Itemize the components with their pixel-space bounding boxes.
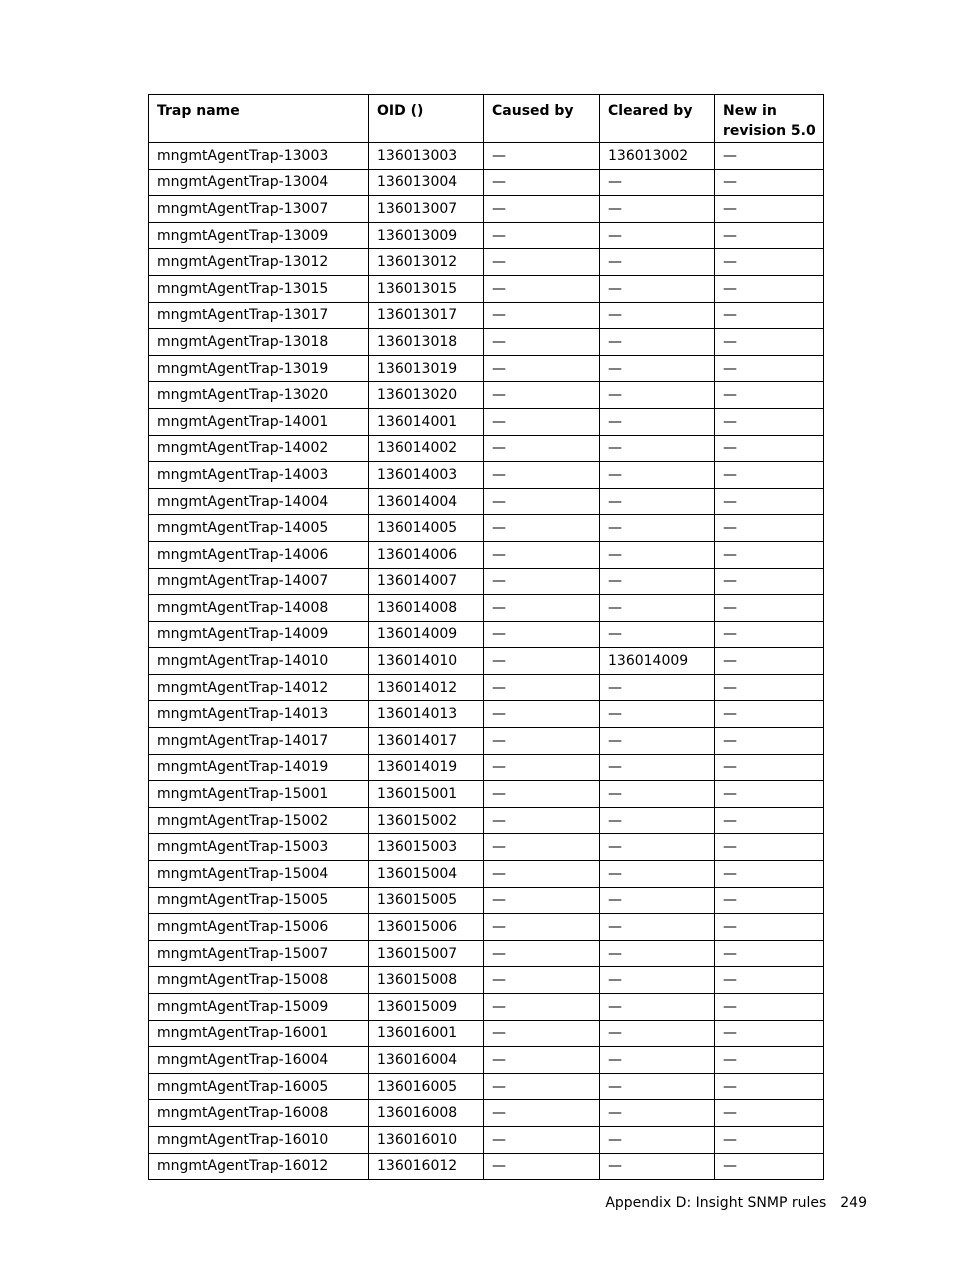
cell-oid: 136015001 [369,781,484,808]
table-row [149,1126,824,1153]
cell-oid: 136013007 [369,196,484,223]
cell-caused-by: — [484,728,600,755]
cell-new-in-revision: — [715,568,824,595]
header-trap-name: Trap name [149,95,369,143]
table-row [149,1020,824,1047]
cell-oid: 136014013 [369,701,484,728]
cell-new-in-revision: — [715,1047,824,1074]
cell-trap-name: mngmtAgentTrap-14008 [149,595,369,622]
header-new-in-revision: New in revision 5.0 [715,95,824,143]
cell-trap-name: mngmtAgentTrap-13018 [149,329,369,356]
cell-trap-name: mngmtAgentTrap-13009 [149,222,369,249]
cell-new-in-revision: — [715,169,824,196]
cell-caused-by: — [484,302,600,329]
cell-cleared-by: — [600,834,715,861]
cell-caused-by: — [484,648,600,675]
cell-trap-name: mngmtAgentTrap-14013 [149,701,369,728]
cell-oid: 136016012 [369,1153,484,1180]
cell-cleared-by: — [600,196,715,223]
cell-new-in-revision: — [715,196,824,223]
cell-trap-name: mngmtAgentTrap-15006 [149,914,369,941]
cell-caused-by: — [484,1126,600,1153]
header-caused-by: Caused by [484,95,600,143]
cell-trap-name: mngmtAgentTrap-13012 [149,249,369,276]
table-row [149,967,824,994]
cell-cleared-by: — [600,169,715,196]
cell-trap-name: mngmtAgentTrap-14003 [149,462,369,489]
header-row [149,95,824,143]
cell-trap-name: mngmtAgentTrap-14009 [149,621,369,648]
table-row [149,1047,824,1074]
cell-trap-name: mngmtAgentTrap-16004 [149,1047,369,1074]
cell-oid: 136014005 [369,515,484,542]
cell-new-in-revision: — [715,1073,824,1100]
table-row [149,169,824,196]
cell-caused-by: — [484,674,600,701]
table-row [149,914,824,941]
cell-oid: 136014019 [369,754,484,781]
cell-new-in-revision: — [715,807,824,834]
cell-new-in-revision: — [715,834,824,861]
cell-new-in-revision: — [715,355,824,382]
cell-cleared-by: — [600,382,715,409]
table-row [149,355,824,382]
cell-cleared-by: — [600,861,715,888]
cell-trap-name: mngmtAgentTrap-16005 [149,1073,369,1100]
cell-trap-name: mngmtAgentTrap-14017 [149,728,369,755]
cell-oid: 136015007 [369,940,484,967]
table-row [149,940,824,967]
cell-cleared-by: — [600,515,715,542]
header-cleared-by: Cleared by [600,95,715,143]
table-row [149,329,824,356]
cell-trap-name: mngmtAgentTrap-16001 [149,1020,369,1047]
cell-cleared-by: 136013002 [600,143,715,170]
cell-trap-name: mngmtAgentTrap-15004 [149,861,369,888]
cell-cleared-by: — [600,222,715,249]
cell-trap-name: mngmtAgentTrap-13019 [149,355,369,382]
cell-new-in-revision: — [715,994,824,1021]
cell-oid: 136014004 [369,488,484,515]
cell-trap-name: mngmtAgentTrap-13020 [149,382,369,409]
cell-oid: 136013012 [369,249,484,276]
cell-new-in-revision: — [715,408,824,435]
table-row [149,781,824,808]
cell-caused-by: — [484,1100,600,1127]
table-row [149,541,824,568]
footer-section-title: Appendix D: Insight SNMP rules [605,1195,827,1211]
cell-trap-name: mngmtAgentTrap-15007 [149,940,369,967]
cell-new-in-revision: — [715,1100,824,1127]
cell-oid: 136014006 [369,541,484,568]
cell-trap-name: mngmtAgentTrap-15008 [149,967,369,994]
cell-oid: 136015002 [369,807,484,834]
cell-oid: 136015003 [369,834,484,861]
cell-new-in-revision: — [715,1126,824,1153]
cell-new-in-revision: — [715,1153,824,1180]
cell-oid: 136013009 [369,222,484,249]
cell-oid: 136013017 [369,302,484,329]
table-row [149,515,824,542]
table-row [149,435,824,462]
table-row [149,728,824,755]
table-row [149,994,824,1021]
cell-trap-name: mngmtAgentTrap-13007 [149,196,369,223]
table-row [149,488,824,515]
cell-new-in-revision: — [715,595,824,622]
cell-trap-name: mngmtAgentTrap-13017 [149,302,369,329]
cell-cleared-by: — [600,1153,715,1180]
cell-oid: 136016010 [369,1126,484,1153]
cell-caused-by: — [484,329,600,356]
cell-trap-name: mngmtAgentTrap-14004 [149,488,369,515]
cell-cleared-by: — [600,462,715,489]
table-row [149,1100,824,1127]
cell-oid: 136014002 [369,435,484,462]
cell-trap-name: mngmtAgentTrap-16012 [149,1153,369,1180]
cell-new-in-revision: — [715,967,824,994]
cell-cleared-by: — [600,994,715,1021]
cell-trap-name: mngmtAgentTrap-14012 [149,674,369,701]
table-row [149,807,824,834]
cell-cleared-by: — [600,275,715,302]
cell-cleared-by: — [600,435,715,462]
cell-new-in-revision: — [715,621,824,648]
cell-cleared-by: — [600,728,715,755]
cell-cleared-by: — [600,621,715,648]
cell-trap-name: mngmtAgentTrap-14001 [149,408,369,435]
cell-caused-by: — [484,196,600,223]
cell-new-in-revision: — [715,674,824,701]
table-row [149,621,824,648]
cell-cleared-by: — [600,249,715,276]
cell-trap-name: mngmtAgentTrap-16010 [149,1126,369,1153]
cell-trap-name: mngmtAgentTrap-15001 [149,781,369,808]
cell-cleared-by: — [600,674,715,701]
page-number: 249 [840,1195,867,1211]
cell-new-in-revision: — [715,648,824,675]
trap-table [148,94,824,1180]
cell-cleared-by: 136014009 [600,648,715,675]
cell-cleared-by: — [600,595,715,622]
table-row [149,1153,824,1180]
cell-new-in-revision: — [715,914,824,941]
table-row [149,143,824,170]
cell-caused-by: — [484,169,600,196]
cell-new-in-revision: — [715,275,824,302]
table-row [149,249,824,276]
cell-trap-name: mngmtAgentTrap-15003 [149,834,369,861]
cell-caused-by: — [484,861,600,888]
cell-trap-name: mngmtAgentTrap-14019 [149,754,369,781]
cell-caused-by: — [484,1153,600,1180]
table-row [149,196,824,223]
cell-caused-by: — [484,382,600,409]
table-row [149,887,824,914]
cell-cleared-by: — [600,1047,715,1074]
cell-oid: 136014010 [369,648,484,675]
cell-new-in-revision: — [715,488,824,515]
table-row [149,1073,824,1100]
cell-caused-by: — [484,408,600,435]
cell-oid: 136015004 [369,861,484,888]
cell-new-in-revision: — [715,515,824,542]
cell-cleared-by: — [600,408,715,435]
table-row [149,834,824,861]
table-row [149,382,824,409]
cell-caused-by: — [484,143,600,170]
table-row [149,222,824,249]
cell-caused-by: — [484,435,600,462]
cell-trap-name: mngmtAgentTrap-13015 [149,275,369,302]
cell-caused-by: — [484,1020,600,1047]
table-row [149,462,824,489]
cell-caused-by: — [484,355,600,382]
cell-oid: 136016008 [369,1100,484,1127]
cell-oid: 136015006 [369,914,484,941]
cell-cleared-by: — [600,302,715,329]
cell-cleared-by: — [600,568,715,595]
cell-caused-by: — [484,781,600,808]
cell-caused-by: — [484,754,600,781]
cell-caused-by: — [484,515,600,542]
cell-caused-by: — [484,967,600,994]
cell-trap-name: mngmtAgentTrap-14006 [149,541,369,568]
cell-cleared-by: — [600,329,715,356]
cell-trap-name: mngmtAgentTrap-16008 [149,1100,369,1127]
cell-oid: 136016005 [369,1073,484,1100]
cell-cleared-by: — [600,488,715,515]
cell-cleared-by: — [600,701,715,728]
cell-caused-by: — [484,887,600,914]
cell-cleared-by: — [600,355,715,382]
cell-trap-name: mngmtAgentTrap-14002 [149,435,369,462]
cell-new-in-revision: — [715,940,824,967]
cell-new-in-revision: — [715,701,824,728]
cell-new-in-revision: — [715,143,824,170]
cell-new-in-revision: — [715,781,824,808]
cell-new-in-revision: — [715,754,824,781]
cell-new-in-revision: — [715,382,824,409]
cell-oid: 136013018 [369,329,484,356]
cell-oid: 136013015 [369,275,484,302]
cell-caused-by: — [484,1047,600,1074]
cell-oid: 136013019 [369,355,484,382]
cell-oid: 136013003 [369,143,484,170]
cell-new-in-revision: — [715,1020,824,1047]
header-oid: OID () [369,95,484,143]
table-row [149,648,824,675]
cell-new-in-revision: — [715,462,824,489]
cell-trap-name: mngmtAgentTrap-14005 [149,515,369,542]
cell-caused-by: — [484,595,600,622]
cell-caused-by: — [484,621,600,648]
cell-caused-by: — [484,914,600,941]
cell-new-in-revision: — [715,861,824,888]
table-row [149,595,824,622]
cell-trap-name: mngmtAgentTrap-15005 [149,887,369,914]
cell-oid: 136014001 [369,408,484,435]
table-body [149,143,824,1180]
cell-trap-name: mngmtAgentTrap-14010 [149,648,369,675]
cell-cleared-by: — [600,807,715,834]
cell-trap-name: mngmtAgentTrap-13003 [149,143,369,170]
cell-oid: 136014008 [369,595,484,622]
cell-new-in-revision: — [715,728,824,755]
cell-trap-name: mngmtAgentTrap-14007 [149,568,369,595]
cell-oid: 136014012 [369,674,484,701]
table-row [149,754,824,781]
cell-oid: 136015005 [369,887,484,914]
cell-caused-by: — [484,541,600,568]
cell-cleared-by: — [600,1020,715,1047]
cell-new-in-revision: — [715,329,824,356]
cell-new-in-revision: — [715,249,824,276]
cell-trap-name: mngmtAgentTrap-15002 [149,807,369,834]
cell-oid: 136016004 [369,1047,484,1074]
page-footer [605,1195,867,1211]
cell-cleared-by: — [600,1100,715,1127]
cell-caused-by: — [484,807,600,834]
cell-caused-by: — [484,462,600,489]
table-row [149,701,824,728]
cell-caused-by: — [484,701,600,728]
table-header [149,95,824,143]
cell-caused-by: — [484,834,600,861]
cell-oid: 136014009 [369,621,484,648]
cell-new-in-revision: — [715,302,824,329]
cell-trap-name: mngmtAgentTrap-15009 [149,994,369,1021]
cell-cleared-by: — [600,541,715,568]
cell-cleared-by: — [600,887,715,914]
cell-cleared-by: — [600,940,715,967]
cell-oid: 136015009 [369,994,484,1021]
table-row [149,674,824,701]
cell-oid: 136013020 [369,382,484,409]
cell-oid: 136014003 [369,462,484,489]
cell-new-in-revision: — [715,435,824,462]
table-row [149,302,824,329]
cell-new-in-revision: — [715,222,824,249]
cell-cleared-by: — [600,754,715,781]
cell-caused-by: — [484,249,600,276]
table-row [149,861,824,888]
cell-cleared-by: — [600,781,715,808]
cell-new-in-revision: — [715,541,824,568]
cell-cleared-by: — [600,1073,715,1100]
cell-caused-by: — [484,568,600,595]
cell-caused-by: — [484,275,600,302]
cell-trap-name: mngmtAgentTrap-13004 [149,169,369,196]
cell-oid: 136016001 [369,1020,484,1047]
cell-cleared-by: — [600,967,715,994]
cell-cleared-by: — [600,914,715,941]
cell-caused-by: — [484,994,600,1021]
cell-oid: 136014007 [369,568,484,595]
table-row [149,568,824,595]
cell-caused-by: — [484,488,600,515]
cell-caused-by: — [484,1073,600,1100]
table-row [149,275,824,302]
cell-cleared-by: — [600,1126,715,1153]
cell-new-in-revision: — [715,887,824,914]
table-row [149,408,824,435]
cell-oid: 136014017 [369,728,484,755]
cell-caused-by: — [484,940,600,967]
cell-oid: 136013004 [369,169,484,196]
cell-oid: 136015008 [369,967,484,994]
cell-caused-by: — [484,222,600,249]
